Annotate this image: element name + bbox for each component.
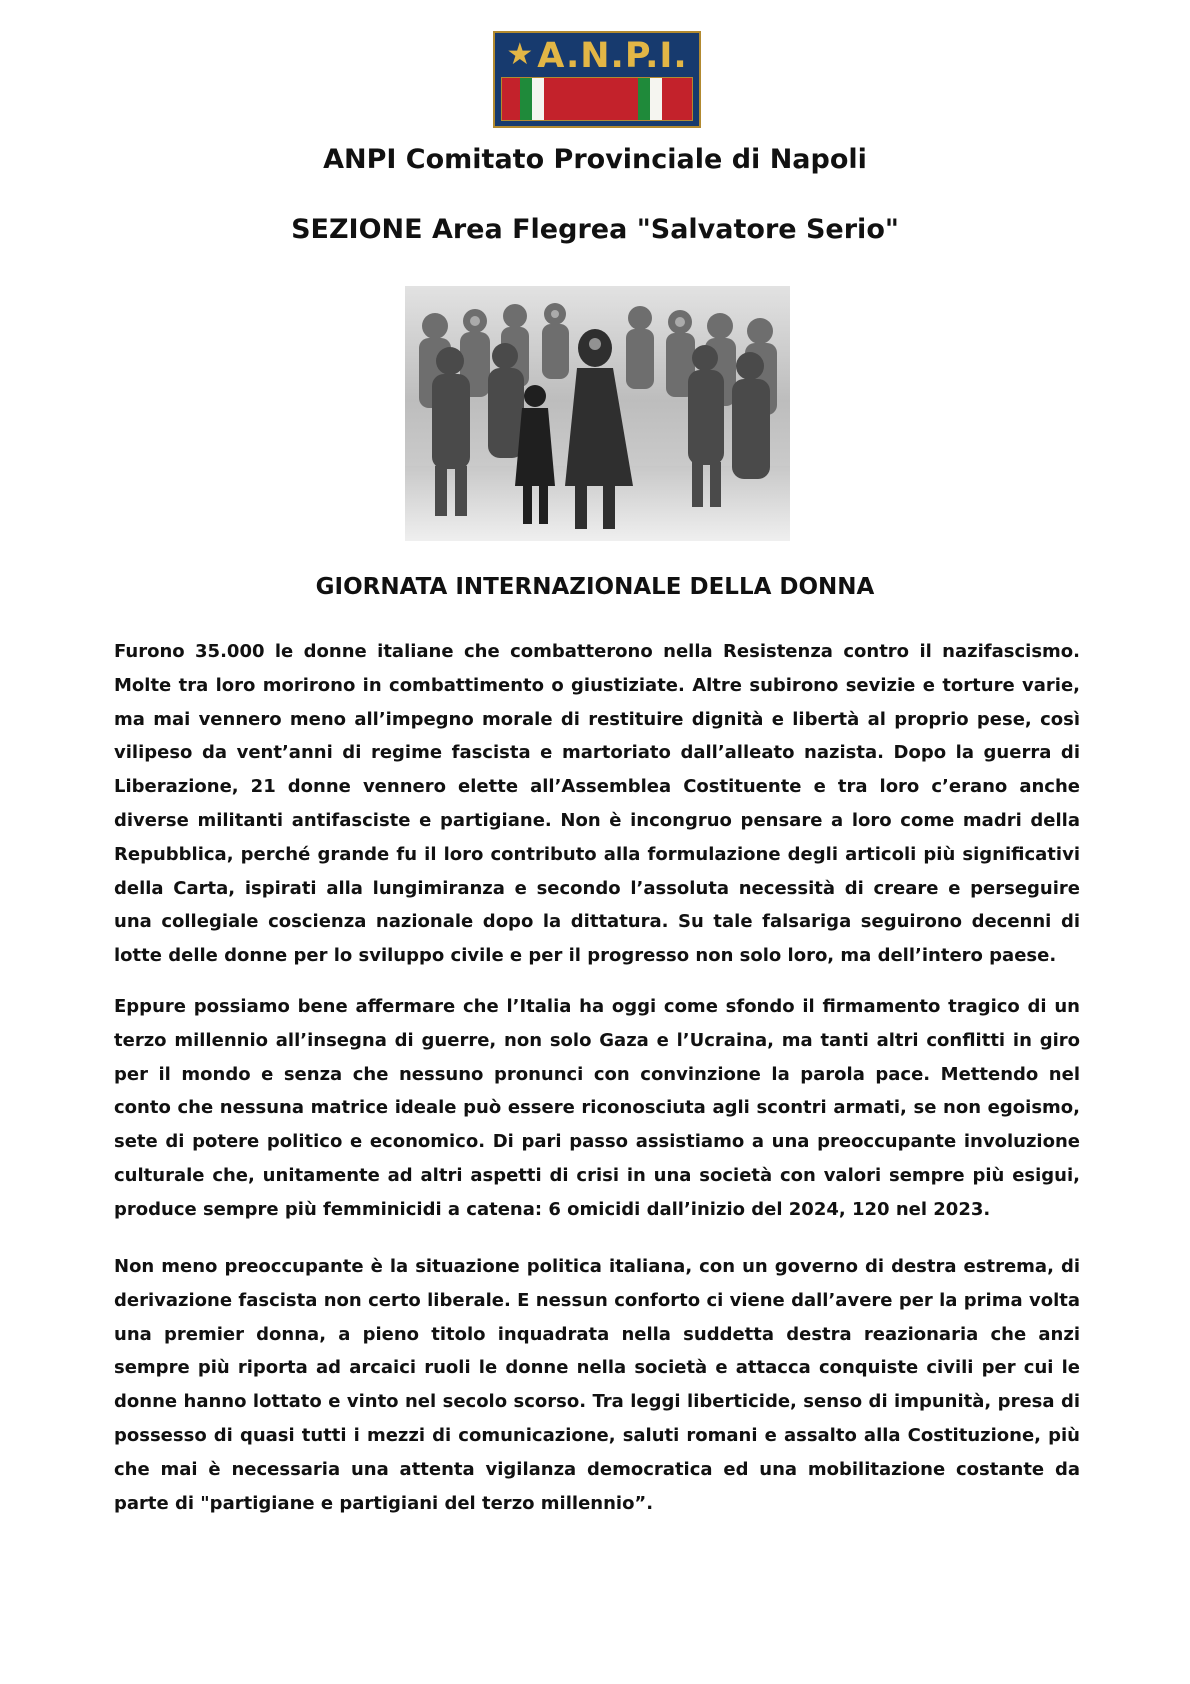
star-icon: ★: [506, 37, 534, 72]
section-title: SEZIONE Area Flegrea "Salvatore Serio": [291, 214, 899, 245]
historical-photo: [405, 286, 790, 541]
logo-text: A.N.P.I.: [537, 35, 688, 76]
headline: GIORNATA INTERNAZIONALE DELLA DONNA: [315, 574, 875, 600]
logo-banner: [495, 33, 699, 79]
paragraph: Non meno preoccupante è la situazione politica italiana, con un governo di destra estrema, di derivazione fascista non certo liberale. E nessun conforto ci viene dall’avere per la prima volta una premier donna, a pieno titolo inquadrata nella suddetta destra reazionaria che anzi sempre più riporta ad arcaici ruoli le donne nella società e attacca conquiste civili per cui le donne hanno lottato e vinto nel secolo scorso. Tra leggi liberticide, senso di impunità, presa di possesso di quasi tutti i mezzi di comunicazione, saluti romani e assalto alla Costituzione, più che mai è necessaria una attenta vigilanza democratica ed una mobilitazione costante da parte di "partigiane e partigiani del terzo millennio”.: [114, 1256, 1080, 1514]
paragraph: Eppure possiamo bene affermare che l’Italia ha oggi come sfondo il firmamento tragico di un terzo millennio all’insegna di guerre, non solo Gaza e l’Ucraina, ma tanti altri conflitti in giro per il mondo e senza che nessuno pronunci con convinzione la parola pace. Mettendo nel conto che nessuna matrice ideale può essere riconosciuta agli scontri armati, se non egoismo, sete di potere politico e economico. Di pari passo assistiamo a una preoccupante involuzione culturale che, unitamente ad altri aspetti di crisi in una società con valori sempre più esigui, produce sempre più femminicidi a catena: 6 omicidi dall’inizio del 2024, 120 nel 2023.: [114, 996, 1080, 1220]
italian-flag-icon: [520, 78, 556, 120]
logo-flag-band: [501, 77, 693, 121]
anpi-logo: [493, 31, 701, 128]
paragraph: Furono 35.000 le donne italiane che combatterono nella Resistenza contro il nazifascismo. Molte tra loro morirono in combattimento o giustiziate. Altre subirono sevizie e torture varie, ma mai vennero meno all’impegno morale di restituire dignità e libertà al proprio pese, così vilipeso da vent’anni di regime fascista e martoriato dall’alleato nazista. Dopo la guerra di Liberazione, 21 donne vennero elette all’Assemblea Costituente e tra loro c’erano anche diverse militanti antifasciste e partigiane. Non è incongruo pensare a loro come madri della Repubblica, perché grande fu il loro contributo alla formulazione degli articoli più significativi della Carta, ispirati alla lungimiranza e secondo l’assoluta necessità di creare e perseguire una collegiale coscienza nazionale dopo la dittatura. Su tale falsariga seguirono decenni di lotte delle donne per lo sviluppo civile e per il progresso non solo loro, ma dell’intero paese.: [114, 641, 1080, 967]
italian-flag-icon: [638, 78, 674, 120]
organization-title: ANPI Comitato Provinciale di Napoli: [323, 144, 867, 175]
